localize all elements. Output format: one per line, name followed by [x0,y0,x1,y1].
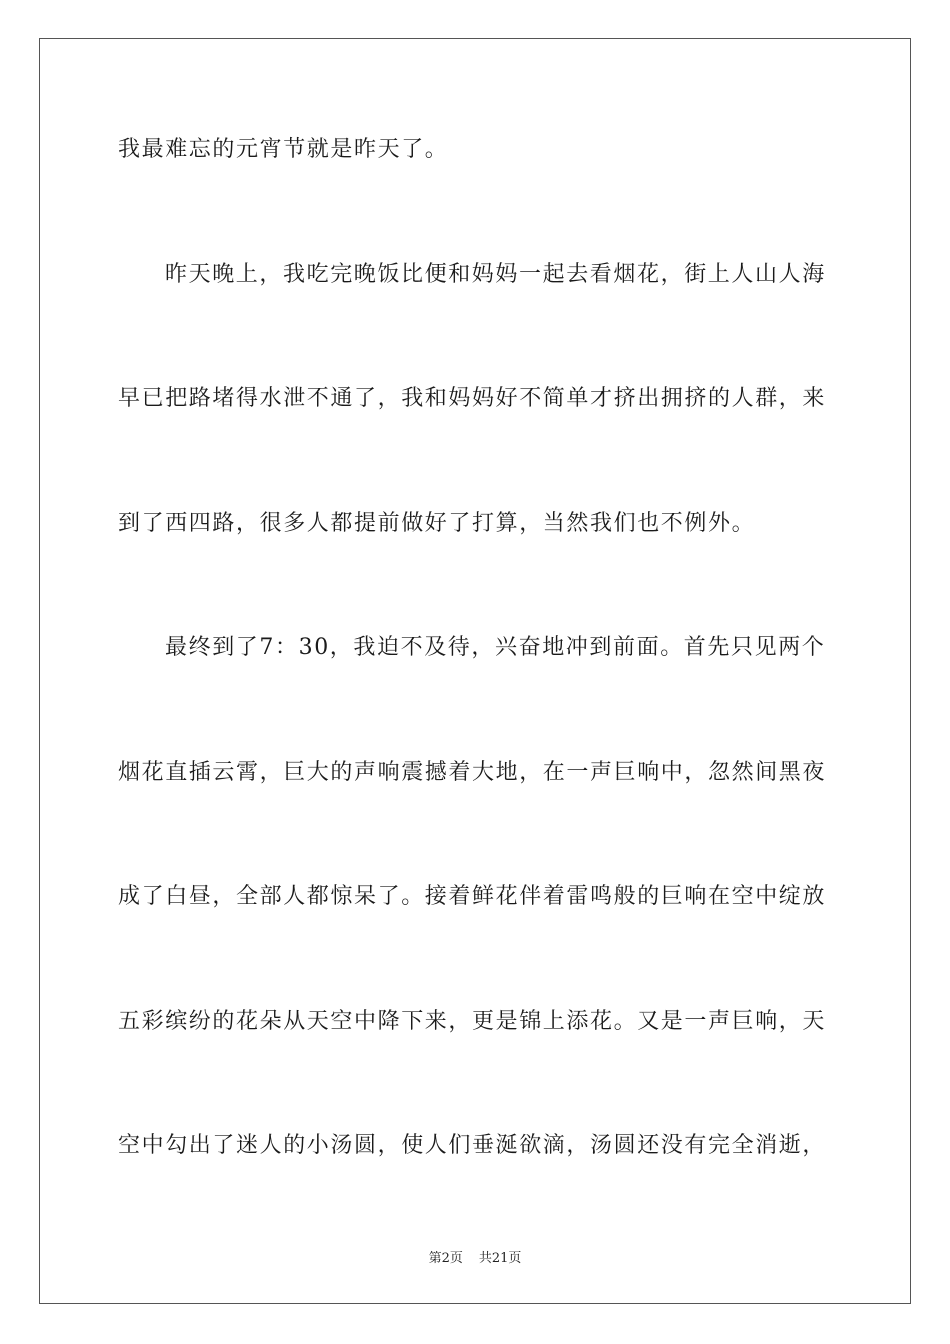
page-border [39,38,911,1304]
text-line: 最终到了7：30，我迫不及待，兴奋地冲到前面。首先只见两个 [165,635,826,660]
text-line: 早已把路堵得水泄不通了，我和妈妈好不简单才挤出拥挤的人群，来 [118,386,827,411]
text-line: 成了白昼，全部人都惊呆了。接着鲜花伴着雷鸣般的巨响在空中绽放 [118,884,827,909]
page-total: 共21页 [478,1251,522,1266]
text-line: 空中勾出了迷人的小汤圆，使人们垂涎欲滴，汤圆还没有完全消逝， [118,1133,827,1158]
page-number: 第2页 [428,1251,463,1266]
text-line: 我最难忘的元宵节就是昨天了。 [118,137,449,162]
text-line: 昨天晚上，我吃完晚饭比便和妈妈一起去看烟花，街上人山人海 [165,262,826,287]
text-line: 到了西四路，很多人都提前做好了打算，当然我们也不例外。 [118,511,756,536]
page-footer [0,1247,950,1266]
text-line: 五彩缤纷的花朵从天空中降下来，更是锦上添花。又是一声巨响，天 [118,1009,827,1034]
text-line: 烟花直插云霄，巨大的声响震撼着大地，在一声巨响中，忽然间黑夜 [118,760,827,785]
